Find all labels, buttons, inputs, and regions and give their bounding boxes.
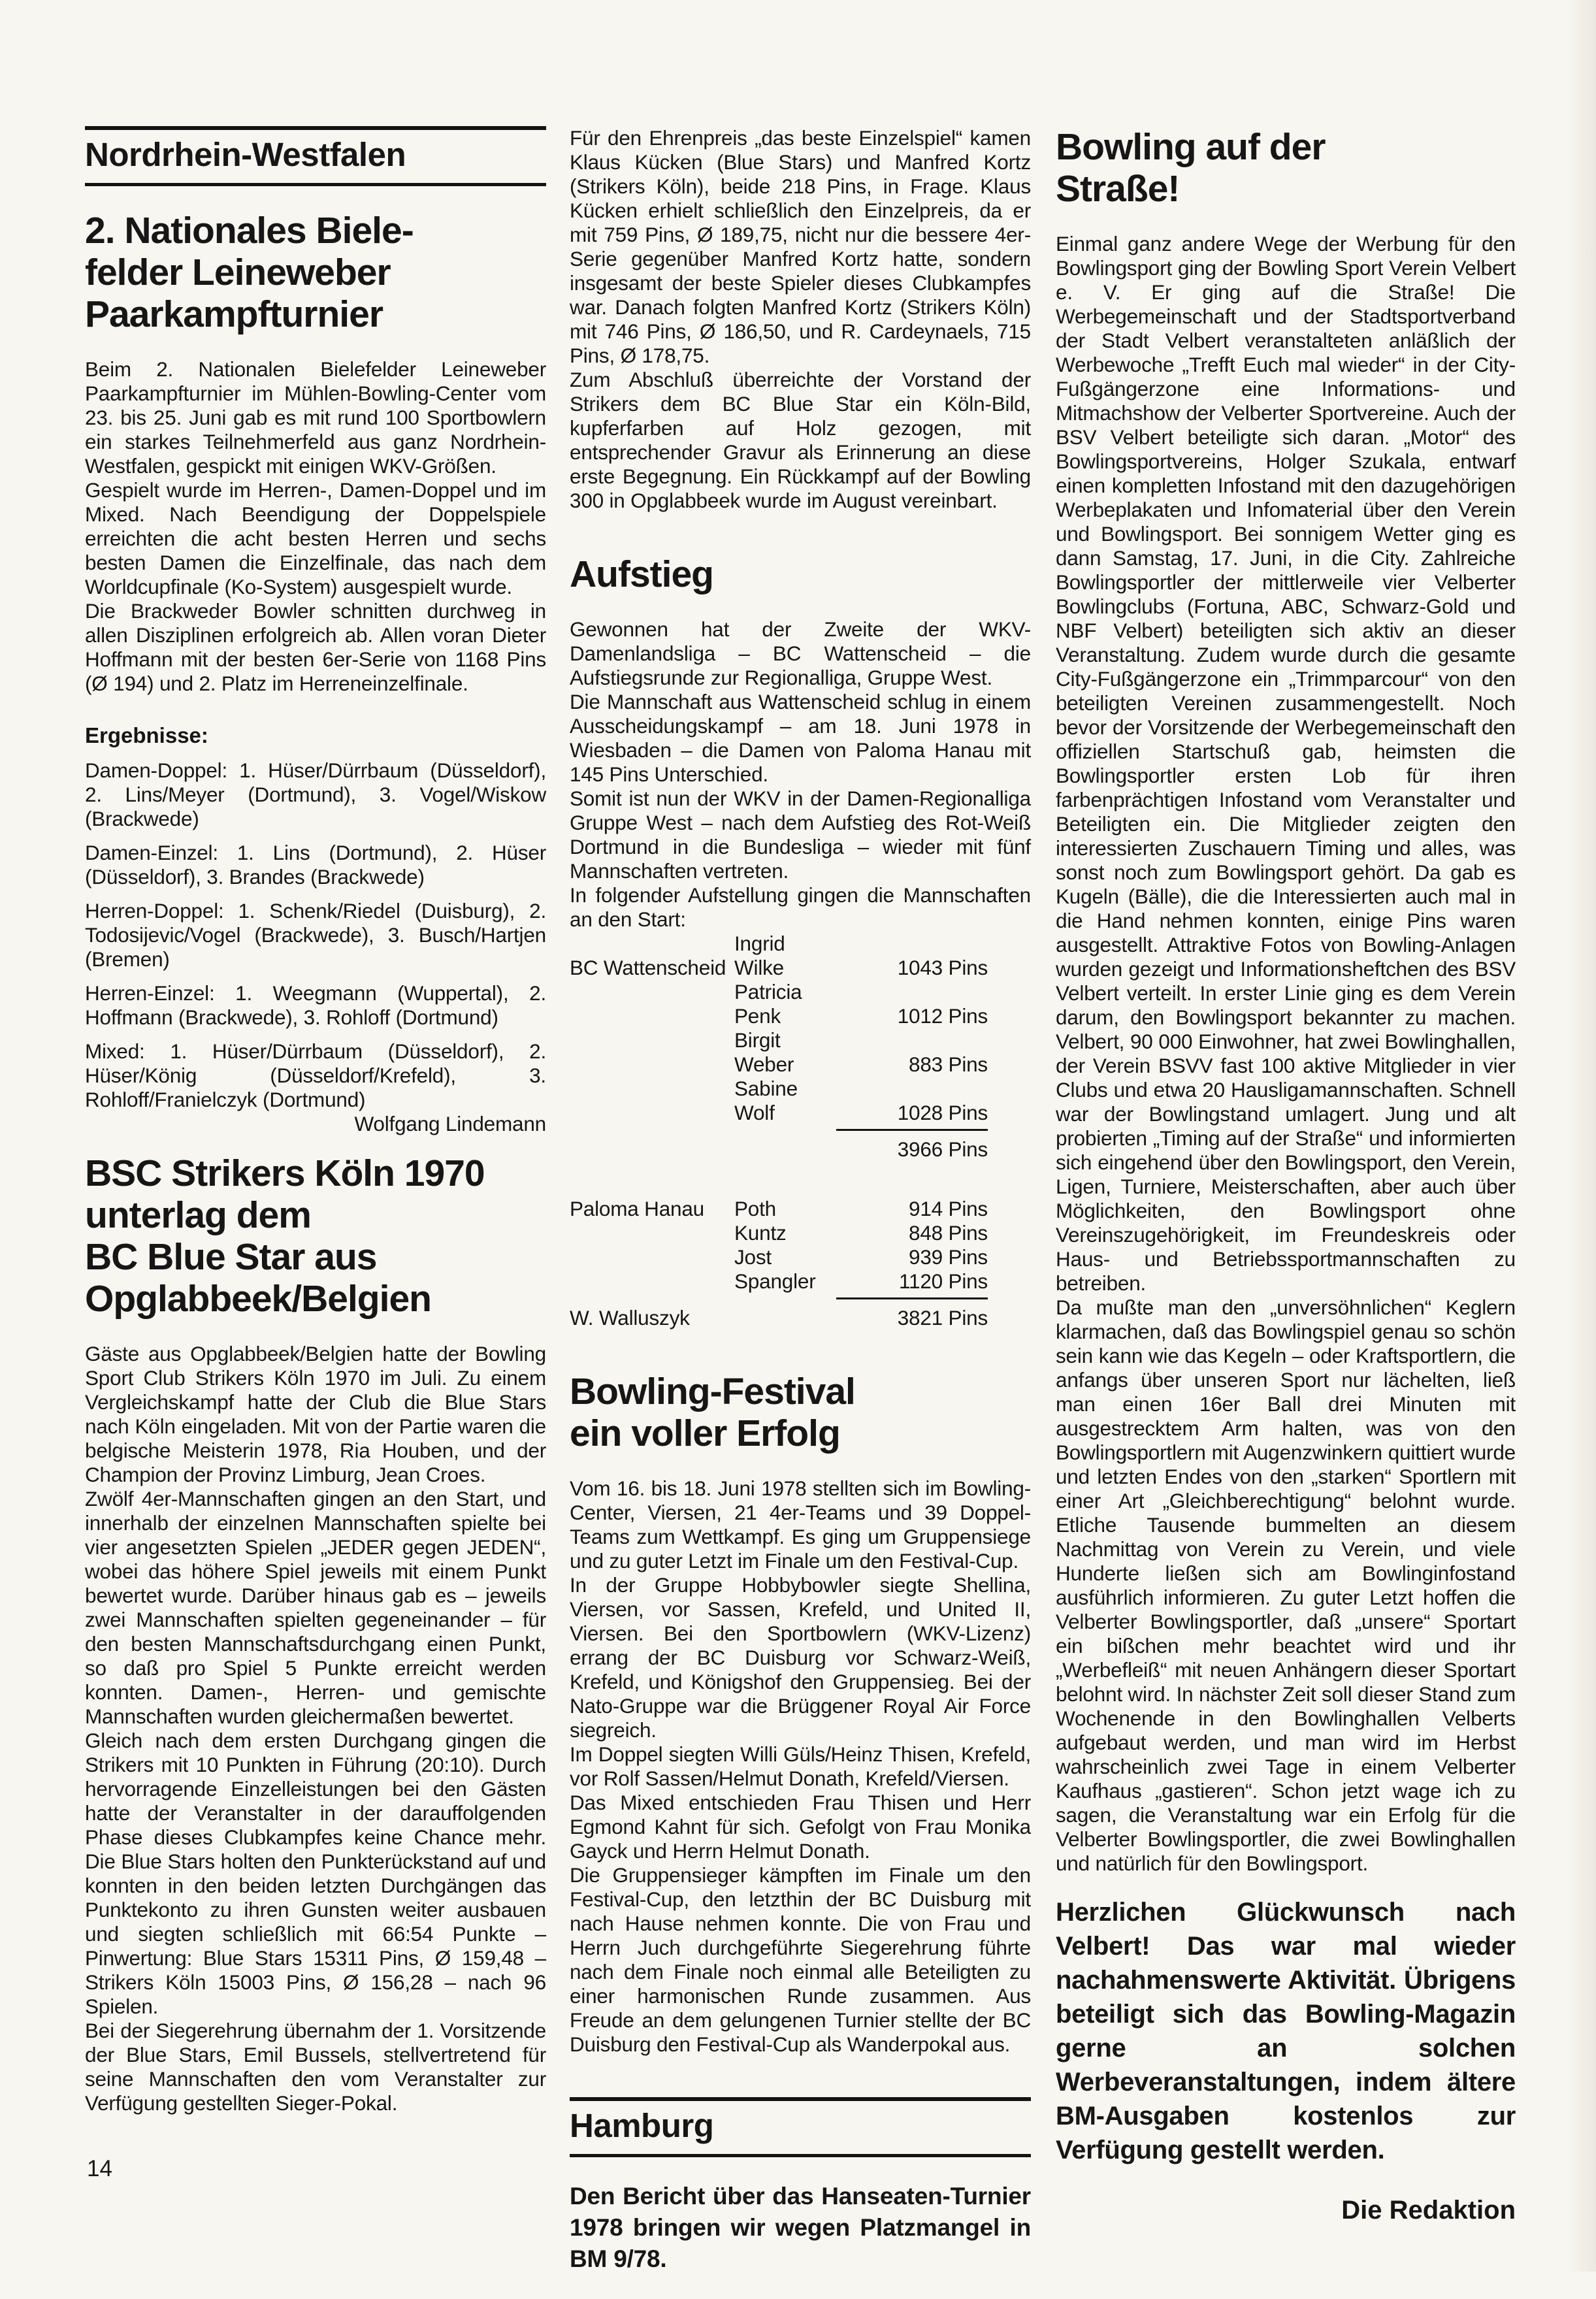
article3-headline — [1056, 126, 1516, 210]
player-name: Ingrid Wilke — [734, 932, 785, 979]
player-name: Jost — [734, 1245, 772, 1269]
body-paragraph: Da mußte man den „unversöhnlichen“ Keglern klarmachen, daß das Bowlingspiel genau so schön sein kann wie das Kegeln – oder Kraftsportlern, die anfangs über unseren Sport nur lächelten, ließ man einen 16er Ball drei Minuten mit ausgestrecktem Arm halten, was von den Bowlingsportlern mit Augenzwinkern quittiert wurde und letzten Endes von den „starken“ Sportlern mit einer Art „Gleichberechtigung“ belohnt wurde. Etliche Tausende bummelten an diesem Nachmittag von Verein zu Verein, und viele Hunderte ließen sich am Bowlinginfostand ausführlich informieren. Zu guter Letzt hoffen die Velberter Bowlingsportler, daß „unsere“ Sportart ein bißchen mehr beachtet wird und ihr „Werbefleiß“ mit neuen Anhängern dieser Sportart belohnt wird. In nächster Zeit soll dieser Stand zum Wochenende in den Bowlinghallen Velberts aufgebaut werden, und man wird im Herbst wahrscheinlich zwei Tage in einem Velberter Kaufhaus „gastieren“. Schon jetzt wage ich zu sagen, die Veranstaltung war ein Erfolg für die Velberter Bowlingsportler, die zwei Bowlinghallen und natürlich für den Bowlingsport. — [1056, 1296, 1516, 1875]
result-item: Herren-Doppel: 1. Schenk/Riedel (Duisburg), 2. Todosijevic/Vogel (Brackwede), 3. Busch/Hartjen (Bremen) — [85, 899, 546, 971]
team-total-pins: 3966 Pins — [836, 1129, 988, 1162]
pins-value: 883 Pins — [909, 1052, 988, 1076]
body-paragraph: Zum Abschluß überreichte der Vorstand der Strikers dem BC Blue Star ein Köln-Bild, kupferfarben auf Holz gezogen, mit entsprechender Gravur als Erinnerung an diese erste Begegnung. Ein Rückkampf auf der Bowling 300 in Opglabbeek wurde im August vereinbart. — [570, 368, 1031, 512]
kicker-hamburg — [570, 2097, 1031, 2157]
author-byline: W. Walluszyk — [570, 1306, 690, 1329]
closing-note: Herzlichen Glückwunsch nach Velbert! Das war mal wieder nachahmenswerte Aktivität. Übrigens beteiligt sich das Bowling-Magazin gerne an solchen Werbeveranstaltungen, indem ältere BM-Ausgaben kostenlos zur Verfügung gestellt werden. — [1056, 1898, 1516, 2164]
body-paragraph: Die Gruppensieger kämpften im Finale um den Festival-Cup, den letzthin der BC Duisburg mit nach Hause nehmen konnte. Die von Frau und Herrn Juch durchgeführte Siegerehrung führte nach dem Finale noch einmal alle Beteiligten zu einer harmonischen Runde zusammen. Aus Freude an dem gelungenen Turnier stellte der BC Duisburg den Festival-Cup als Wanderpokal aus. — [570, 1863, 1031, 2056]
body-paragraph: Im Doppel siegten Willi Güls/Heinz Thisen, Krefeld, vor Rolf Sassen/Helmut Donath, Krefeld/Viersen. — [570, 1742, 1031, 1790]
body-paragraph: Gespielt wurde im Herren-, Damen-Doppel und im Mixed. Nach Beendigung der Doppelspiele erreichten die acht besten Herren und sechs besten Damen die Einzelfinale, das nach dem Worldcupfinale (Ko-System) ausgespielt wurde. — [85, 478, 546, 598]
redaktion-byline: Die Redaktion — [1341, 2196, 1516, 2225]
body-paragraph: Für den Ehrenpreis „das beste Einzelspiel“ kamen Klaus Kücken (Blue Stars) und Manfred Kortz (Strikers Köln), beide 218 Pins, in Frage. Klaus Kücken erhielt schließlich den Einzelpreis, da er mit 759 Pins, Ø 189,75, nicht nur die bessere 4er-Serie gegenüber Manfred Kortz hatte, sondern insgesamt der beste Spieler dieses Clubkampfes war. Danach folgten Manfred Kortz (Strikers Köln) mit 746 Pins, Ø 186,50, und R. Cardeynaels, 715 Pins, Ø 178,75. — [570, 126, 1031, 367]
player-name: Spangler — [734, 1269, 816, 1293]
body-paragraph: Bei der Siegerehrung übernahm der 1. Vorsitzende der Blue Stars, Emil Bussels, stellvertretend für seine Mannschaften den vom Veranstalter zur Verfügung gestellten Sieger-Pokal. — [85, 2019, 546, 2115]
column-middle — [570, 126, 1031, 2299]
table-row — [570, 1245, 988, 1269]
body-paragraph: In folgender Aufstellung gingen die Mannschaften an den Start: — [570, 883, 1031, 931]
player-name: Kuntz — [734, 1221, 787, 1245]
aufstieg-section — [570, 553, 1031, 1330]
table-row — [570, 1077, 988, 1125]
player-name: Poth — [734, 1197, 776, 1220]
headline-line: 2. Nationales Biele- — [85, 210, 414, 252]
team-total-pins: 3821 Pins — [836, 1297, 988, 1330]
body-paragraph: Gleich nach dem ersten Durchgang gingen die Strikers mit 10 Punkten in Führung (20:10). Durch hervorragende Einzelleistungen bei den Gästen hatte der Veranstalter in der darauffolgenden Phase dieses Clubkampfes keine Chance mehr. Die Blue Stars holten den Punkterückstand auf und konnten in den beiden letzten Durchgängen das Punktekonto zu ihren Gunsten weiter ausbauen und siegten schließlich mit 66:54 Punkte – Pinwertung: Blue Stars 15311 Pins, Ø 159,48 – Strikers Köln 15003 Pins, Ø 156,28 – nach 96 Spielen. — [85, 1729, 546, 2018]
pins-value: 1043 Pins — [897, 956, 988, 979]
pins-value: 1012 Pins — [897, 1004, 988, 1028]
headline-line: Bowling auf der — [1056, 126, 1326, 168]
body-paragraph: Zwölf 4er-Mannschaften gingen an den Start, und innerhalb der einzelnen Mannschaften spielte bei vier angesetzten Spielen „JEDER gegen JEDEN“, wobei das höhere Spiel jeweils mit einem Punkt bewertet wurde. Darüber hinaus gab es – jeweils zwei Mannschaften spielten gegeneinander – für den besten Mannschaftsdurchgang einen Punkt, so daß pro Spiel 5 Punkte erreicht werden konnten. Damen-, Herren- und gemischte Mannschaften wurden gleichermaßen bewertet. — [85, 1487, 546, 1728]
page-number: 14 — [87, 2156, 112, 2181]
author-byline: Wolfgang Lindemann — [354, 1112, 546, 1135]
region-heading: Hamburg — [570, 2107, 714, 2144]
article2-headline — [85, 1152, 546, 1320]
team-name: BC Wattenscheid — [570, 956, 726, 979]
headline-line: BC Blue Star aus — [85, 1236, 377, 1278]
headline-line: felder Leineweber — [85, 252, 391, 293]
results-list — [85, 758, 546, 1135]
pins-value: 914 Pins — [909, 1197, 988, 1220]
table-total-row — [570, 1129, 988, 1162]
lineup-table — [570, 932, 1031, 1330]
table-row — [570, 1269, 988, 1294]
column-left — [85, 126, 546, 2115]
result-item: Damen-Doppel: 1. Hüser/Dürrbaum (Düsseldorf), 2. Lins/Meyer (Dortmund), 3. Vogel/Wiskow (Brackwede) — [85, 758, 546, 830]
pins-value: 939 Pins — [909, 1245, 988, 1269]
headline-line: unterlag dem — [85, 1194, 311, 1236]
hamburg-section — [570, 2097, 1031, 2275]
body-paragraph: Gewonnen hat der Zweite der WKV-Damenlandsliga – BC Wattenscheid – die Aufstiegsrunde zur Regionalliga, Gruppe West. — [570, 617, 1031, 689]
body-paragraph: Die Mannschaft aus Wattenscheid schlug in einem Ausscheidungskampf – am 18. Juni 1978 in Wiesbaden – die Damen von Paloma Hanau mit 145 Pins Unterschied. — [570, 690, 1031, 786]
headline-line: Opglabbeek/Belgien — [85, 1278, 431, 1320]
body-paragraph: Gäste aus Opglabbeek/Belgien hatte der Bowling Sport Club Strikers Köln 1970 im Juli. Zu einem Vergleichskampf hatte der Club die Blue Stars nach Köln eingeladen. Mit von der Partie waren die belgische Meisterin 1978, Ria Houben, und der Champion der Provinz Limburg, Jean Croes. — [85, 1342, 546, 1486]
result-item-text: Mixed: 1. Hüser/Dürrbaum (Düsseldorf), 2. Hüser/König (Düsseldorf/Krefeld), 3. Rohloff/Franielczyk (Dortmund) — [85, 1039, 546, 1111]
headline-line: BSC Strikers Köln 1970 — [85, 1152, 485, 1194]
headline-line: Paarkampfturnier — [85, 293, 383, 335]
team-block-paloma-hanau — [570, 1197, 988, 1330]
pins-value: 848 Pins — [909, 1221, 988, 1245]
body-paragraph: Einmal ganz andere Wege der Werbung für den Bowlingsport ging der Bowling Sport Verein Velbert e. V. Er ging auf die Straße! Die Werbegemeinschaft und der Stadtsportverband der Stadt Velbert veranstalteten anläßlich der Werbewoche „Trefft Euch mal wieder“ in der City-Fußgängerzone eine Informations- und Mitmachshow der Velberter Sportvereine. Auch der BSV Velbert beteiligte sich daran. „Motor“ des Bowlingsportvereins, Holger Szukala, entwarf einen kompletten Infostand mit den dazugehörigen Werbeplakaten und Infomaterial über den Verein und Bowlingsport. Bei sonnigem Wetter ging es dann Samstag, 17. Juni, in die City. Zahlreiche Bowlingsportler der mittlerweile vier Velberter Bowlingclubs (Fortuna, ABC, Schwarz-Gold und NBF Velbert) beteiligten sich aktiv an dieser Veranstaltung. Zudem wurde durch die gesamte City-Fußgängerzone ein „Trimmparcour“ von den beteiligten Vereinen zusammengestellt. Noch bevor der Vorsitzende der Werbegemeinschaft den offiziellen Startschuß gab, heimsten die Bowlingsportler ersten Lob für ihren farbenprächtigen Infostand vom Veranstalter und Beteiligten ein. Die Mitglieder zeigten den interessierten Zuschauern Timing und alles, was sonst noch zum Bowlingsport gehört. Da gab es Kugeln (Bälle), die die Interessierten auch mal in die Hand nehmen konnten, einige Pins waren ausgestellt. Attraktive Fotos von Bowling-Anlagen wurden gezeigt und Informationsheftchen des BSV Velbert verteilt. In erster Linie ging es dem Verein darum, den Bowlingsport bekannter zu machen. Velbert, 90 000 Einwohner, hat zwei Bowlinghallen, der Verein BSVV fast 100 aktive Mitglieder in vier Clubs und etwa 20 Hausligamannschaften. Schnell war der Bowlingstand umlagert. Jung und alt probierten „Timing auf der Straße“ und informierten sich eingehend über den Bowlingsport, den Verein, Ligen, Turniere, Meisterschaften, aber auch über Möglichkeiten, den Bowlingsport ohne Vereinszugehörigkeit, im Freundeskreis oder Haus- und Betriebssportmannschaften zu betreiben. — [1056, 232, 1516, 1295]
column-right — [1056, 126, 1516, 2227]
table-row — [570, 1197, 988, 1221]
headline-line: ein voller Erfolg — [570, 1412, 840, 1454]
body-paragraph: Das Mixed entschieden Frau Thisen und Herr Egmond Kahnt für sich. Gefolgt von Frau Monika Gayck und Herrn Helmut Donath. — [570, 1791, 1031, 1863]
result-item: Damen-Einzel: 1. Lins (Dortmund), 2. Hüser (Düsseldorf), 3. Brandes (Brackwede) — [85, 841, 546, 889]
festival-headline — [570, 1371, 1031, 1454]
article2 — [85, 1152, 546, 2115]
headline-line: Straße! — [1056, 168, 1180, 210]
player-name: Sabine Wolf — [734, 1077, 798, 1124]
table-row — [570, 1028, 988, 1077]
aufstieg-headline: Aufstieg — [570, 553, 713, 595]
body-paragraph: Vom 16. bis 18. Juni 1978 stellten sich im Bowling-Center, Viersen, 21 4er-Teams und 39 Doppel-Teams zum Wettkampf. Es ging um Gruppensiege und zu guter Letzt im Finale um den Festival-Cup. — [570, 1476, 1031, 1573]
table-row — [570, 932, 988, 980]
player-name: Birgit Weber — [734, 1028, 794, 1076]
hamburg-note: Den Bericht über das Hanseaten-Turnier 1978 bringen wir wegen Platzmangel in BM 9/78. — [570, 2183, 1031, 2272]
kicker-nordrhein-westfalen — [85, 126, 546, 186]
pins-value: 1028 Pins — [897, 1101, 988, 1124]
table-row — [570, 980, 988, 1028]
result-item: Herren-Einzel: 1. Weegmann (Wuppertal), 2. Hoffmann (Brackwede), 3. Rohloff (Dortmund) — [85, 981, 546, 1029]
team-block-wattenscheid — [570, 932, 988, 1162]
team-name: Paloma Hanau — [570, 1197, 704, 1220]
region-heading: Nordrhein-Westfalen — [85, 136, 406, 173]
table-total-row — [570, 1297, 988, 1330]
body-paragraph: Beim 2. Nationalen Bielefelder Leineweber Paarkampfturnier im Mühlen-Bowling-Center vom 23. bis 25. Juni gab es mit rund 100 Sportbowlern ein starkes Teilnehmerfeld aus ganz Nordrhein-Westfalen, gespickt mit einigen WKV-Größen. — [85, 357, 546, 478]
headline-line: Bowling-Festival — [570, 1371, 855, 1412]
player-name: Patricia Penk — [734, 980, 802, 1028]
pins-value: 1120 Pins — [899, 1269, 988, 1293]
body-paragraph: Somit ist nun der WKV in der Damen-Regionalliga Gruppe West – nach dem Aufstieg des Rot-Weiß Dortmund in die Bundesliga – wieder mit fünf Mannschaften vertreten. — [570, 787, 1031, 883]
body-paragraph: Die Brackweder Bowler schnitten durchweg in allen Disziplinen erfolgreich ab. Allen voran Dieter Hoffmann mit der besten 6er-Serie von 1168 Pins (Ø 194) und 2. Platz im Herreneinzelfinale. — [85, 599, 546, 695]
results-heading: Ergebnisse: — [85, 723, 208, 747]
table-row — [570, 1221, 988, 1245]
body-paragraph: In der Gruppe Hobbybowler siegte Shellina, Viersen, vor Sassen, Krefeld, und United II, Viersen. Bei den Sportbowlern (WKV-Lizenz) errang der BC Duisburg vor Schwarz-Weiß, Krefeld, und Königshof den Gruppensieg. Bei der Nato-Gruppe war die Brüggener Royal Air Force siegreich. — [570, 1573, 1031, 1742]
result-item — [85, 1039, 546, 1135]
article1-headline — [85, 210, 546, 335]
festival-section — [570, 1371, 1031, 2057]
